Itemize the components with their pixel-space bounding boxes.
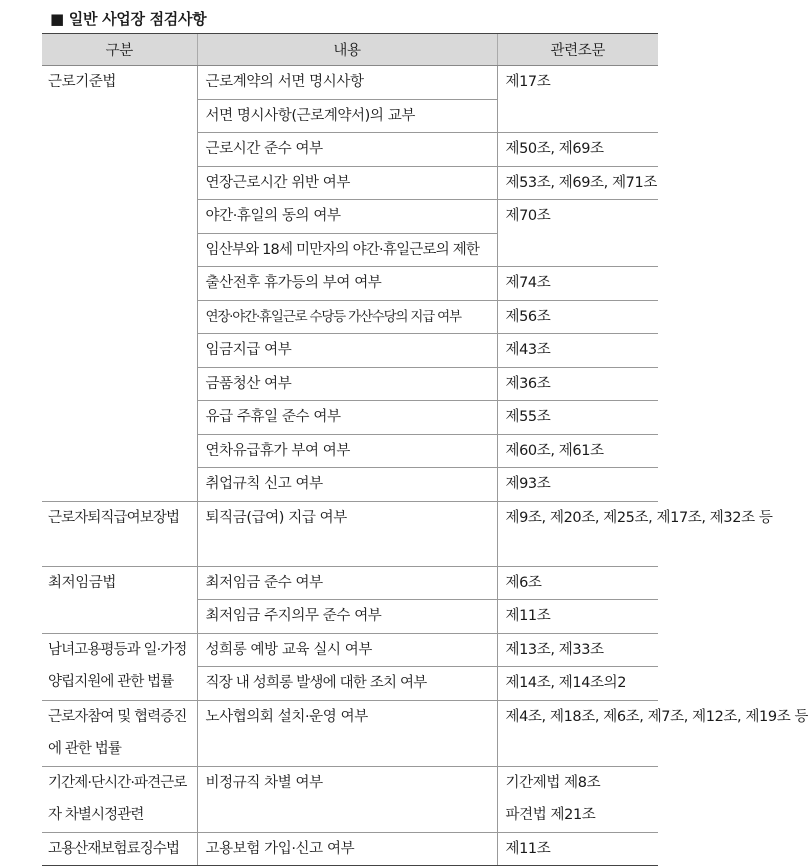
item-cell: 최저임금 주지의무 준수 여부 [197,600,497,634]
table-row [42,700,658,766]
table-row [42,566,658,600]
law-cell: 제70조 [497,200,658,267]
law-cell: 제36조 [497,367,658,401]
category-cell: 근로기준법 [42,66,197,502]
item-cell: 연장근로시간 위반 여부 [197,166,497,200]
law-cell: 제74조 [497,267,658,301]
table-row [42,501,658,566]
item-cell: 금품청산 여부 [197,367,497,401]
law-cell: 제6조 [497,566,658,600]
header-content: 내용 [197,34,497,66]
item-cell: 직장 내 성희롱 발생에 대한 조치 여부 [197,667,497,701]
category-cell: 근로자참여 및 협력증진에 관한 법률 [42,700,197,766]
item-cell: 야간·휴일의 동의 여부 [197,200,497,234]
law-cell: 제55조 [497,401,658,435]
law-line: 기간제법 제8조 [505,774,601,791]
law-cell: 제11조 [497,600,658,634]
law-cell: 제56조 [497,300,658,334]
item-cell: 서면 명시사항(근로계약서)의 교부 [197,99,497,133]
law-cell: 제50조, 제69조 [497,133,658,167]
law-line: 파견법 제21조 [505,807,596,823]
law-cell: 제4조, 제18조, 제6조, 제7조, 제12조, 제19조 등 [497,700,658,766]
category-cell: 근로자퇴직급여보장법 [42,501,197,566]
item-cell: 비정규직 차별 여부 [197,766,497,832]
law-cell: 제17조 [497,66,658,133]
table-row [42,766,658,832]
item-cell: 임금지급 여부 [197,334,497,368]
header-category: 구분 [42,34,197,66]
item-cell: 출산전후 휴가등의 부여 여부 [197,267,497,301]
inspection-table [42,33,808,866]
category-cell: 고용산재보험료징수법 [42,832,197,866]
table-row [42,66,658,100]
law-cell: 제60조, 제61조 [497,434,658,468]
item-cell: 임산부와 18세 미만자의 야간·휴일근로의 제한 [197,233,497,267]
item-cell: 성희롱 예방 교육 실시 여부 [197,633,497,667]
law-cell: 제9조, 제20조, 제25조, 제17조, 제32조 등 [497,501,658,566]
item-cell: 최저임금 준수 여부 [197,566,497,600]
table-row [42,633,658,667]
item-cell: 유급 주휴일 준수 여부 [197,401,497,435]
item-cell: 노사협의회 설치·운영 여부 [197,700,497,766]
item-cell: 근로시간 준수 여부 [197,133,497,167]
law-cell: 제11조 [497,832,658,866]
category-cell: 남녀고용평등과 일·가정 양립지원에 관한 법률 [42,633,197,700]
header-law: 관련조문 [497,34,658,66]
category-cell: 최저임금법 [42,566,197,633]
law-cell [497,766,658,832]
law-cell: 제43조 [497,334,658,368]
law-cell: 제53조, 제69조, 제71조 [497,166,658,200]
law-cell: 제14조, 제14조의2 [497,667,658,701]
table-header-row [42,34,658,66]
item-cell: 연차유급휴가 부여 여부 [197,434,497,468]
item-cell: 연장·야간·휴일근로 수당등 가산수당의 지급 여부 [197,300,497,334]
item-cell: 취업규칙 신고 여부 [197,468,497,502]
table-row [42,832,658,866]
law-cell: 제93조 [497,468,658,502]
section-heading: ■ 일반 사업장 점검사항 [50,10,207,28]
law-cell: 제13조, 제33조 [497,633,658,667]
item-cell: 퇴직금(급여) 지급 여부 [197,501,497,566]
category-cell: 기간제·단시간·파견근로자 차별시정관련 [42,766,197,832]
item-cell: 고용보험 가입·신고 여부 [197,832,497,866]
item-cell: 근로계약의 서면 명시사항 [197,66,497,100]
